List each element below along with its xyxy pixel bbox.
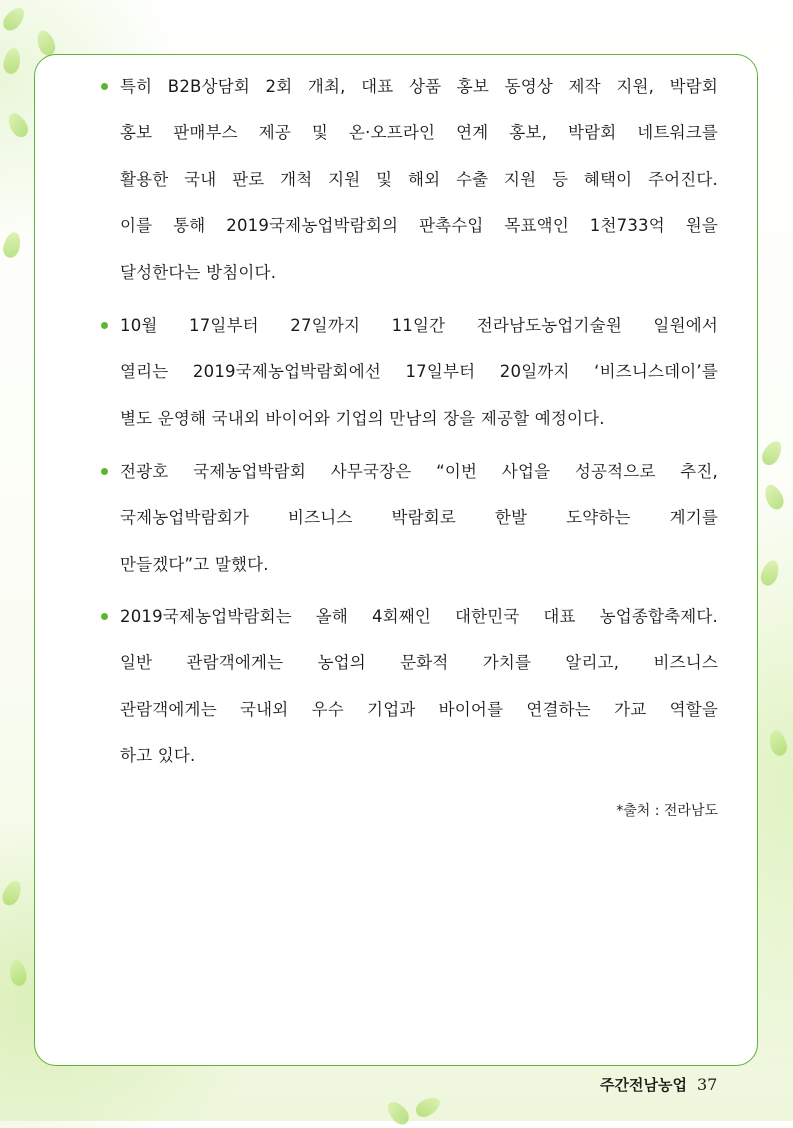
paragraph-line: 10월 17일부터 27일까지 11일간 전라남도농업기술원 일원에서 [120, 316, 718, 335]
leaf-decoration [413, 1094, 444, 1121]
bullet-paragraph-2 [64, 303, 718, 442]
leaf-decoration [384, 1098, 413, 1128]
paragraph-line: 열리는 2019국제농업박람회에선 17일부터 20일까지 ‘비즈니스데이’를 [120, 362, 718, 382]
paragraph-line: 만들겠다”고 말했다. [120, 554, 269, 574]
paragraph-line: 별도 운영해 국내외 바이어와 기업의 만남의 장을 제공할 예정이다. [120, 408, 605, 428]
paragraph-line: 홍보 판매부스 제공 및 온·오프라인 연계 홍보, 박람회 네트워크를 [120, 123, 718, 143]
leaf-decoration [767, 728, 789, 757]
bullet-list [64, 449, 718, 588]
bullet-dot-icon [101, 322, 108, 329]
leaf-decoration [761, 482, 786, 512]
leaf-decoration [5, 110, 32, 141]
bullet-dot-icon [101, 83, 108, 90]
leaf-decoration [758, 558, 782, 588]
leaf-decoration [1, 230, 23, 259]
page-footer [600, 1074, 717, 1095]
paragraph-line: 2019국제농업박람회는 올해 4회째인 대한민국 대표 농업종합축제다. [120, 607, 718, 626]
paragraph-line: 전광호 국제농업박람회 사무국장은 “이번 사업을 성공적으로 추진, [120, 462, 718, 481]
paragraph-line: 국제농업박람회가 비즈니스 박람회로 한발 도약하는 계기를 [120, 508, 718, 528]
leaf-decoration [0, 878, 25, 908]
leaf-decoration [8, 959, 28, 987]
page-number: 37 [696, 1075, 718, 1094]
bullet-list [64, 594, 718, 780]
paragraph-line: 하고 있다. [120, 746, 196, 766]
paragraph-line: 이를 통해 2019국제농업박람회의 판촉수입 목표액인 1천733억 원을 [120, 216, 718, 236]
paragraph-line: 활용한 국내 판로 개척 지원 및 해외 수출 지원 등 혜택이 주어진다. [120, 169, 718, 189]
source-credit: *출처 : 전라남도 [616, 803, 718, 819]
paragraph-line: 달성한다는 방침이다. [120, 262, 277, 282]
bullet-paragraph-4 [64, 594, 718, 780]
bullet-paragraph-3 [64, 449, 718, 588]
bullet-list [64, 64, 718, 296]
bullet-list [64, 303, 718, 442]
leaf-decoration [759, 438, 786, 469]
bullet-paragraph-1 [64, 64, 718, 296]
paragraph-line: 특히 B2B상담회 2회 개최, 대표 상품 홍보 동영상 제작 지원, 박람회 [120, 77, 718, 96]
bullet-dot-icon [101, 468, 108, 475]
paragraph-line: 관람객에게는 국내외 우수 기업과 바이어를 연결하는 가교 역할을 [120, 699, 718, 719]
publication-name: 주간전남농업 [600, 1076, 687, 1094]
paragraph-line: 일반 관람객에게는 농업의 문화적 가치를 알리고, 비즈니스 [120, 653, 718, 673]
leaf-decoration [2, 47, 22, 75]
leaf-decoration [0, 4, 28, 34]
bullet-dot-icon [101, 613, 108, 620]
